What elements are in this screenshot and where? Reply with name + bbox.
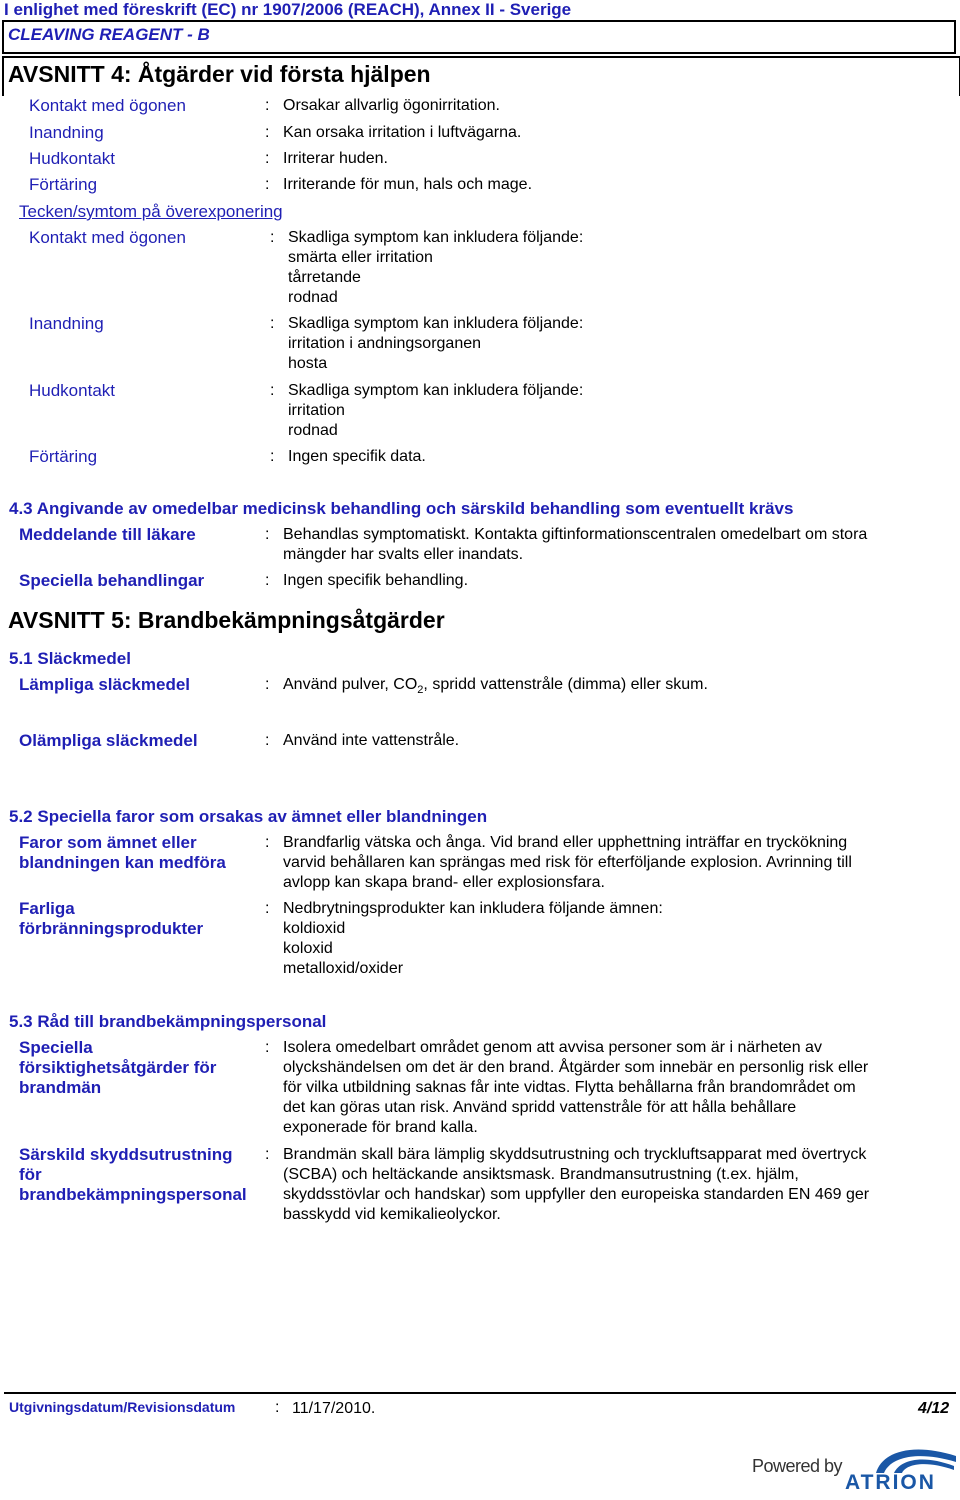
unsuitable-media-label: Olämpliga släckmedel: [19, 731, 198, 750]
text-line: metalloxid/oxider: [283, 960, 404, 977]
suitable-media-value: [283, 675, 708, 700]
label-line: Särskild skyddsutrustning: [19, 1145, 233, 1164]
colon: :: [270, 229, 275, 246]
symptoms-inhalation-label: Inandning: [29, 314, 104, 333]
regulation-title: I enlighet med föreskrift (EC) nr 1907/2006 (REACH), Annex II - Sverige: [4, 0, 572, 19]
text-line: det kan göras utan risk. Använd spridd vattenstråle för att hålla behållare: [283, 1099, 797, 1116]
symptoms-inhalation-value: [288, 314, 583, 374]
colon: :: [270, 382, 275, 399]
atrion-arc-icon: [872, 1440, 958, 1474]
text-line: skyddsstövlar och handskar) som uppfyller den europeiska standarden EN 469 ger: [283, 1186, 870, 1203]
symptoms-eyes-label: Kontakt med ögonen: [29, 228, 186, 247]
first-aid-ingestion-value: Irriterande för mun, hals och mage.: [283, 176, 533, 193]
first-aid-eyes-value: Orsakar allvarlig ögonirritation.: [283, 97, 500, 114]
colon: :: [270, 448, 275, 465]
text-line: Brandmän skall bära lämplig skyddsutrustning och tryckluftsapparat med övertryck: [283, 1146, 867, 1163]
colon: :: [275, 1399, 280, 1416]
text-part: Använd pulver, CO: [283, 676, 418, 693]
colon: :: [265, 834, 270, 851]
first-aid-ingestion-label: Förtäring: [29, 175, 98, 194]
symptoms-skin-label: Hudkontakt: [29, 381, 115, 400]
footer-date-label: Utgivningsdatum/Revisionsdatum: [9, 1399, 236, 1415]
protective-equipment-value: [283, 1145, 869, 1225]
colon: :: [265, 526, 270, 543]
colon: :: [265, 676, 270, 693]
footer-divider: [4, 1392, 956, 1394]
subsection-5-2-title: 5.2 Speciella faror som orsakas av ämnet eller blandningen: [9, 807, 488, 826]
label-line: blandningen kan medföra: [19, 853, 226, 872]
colon: :: [265, 124, 270, 141]
subsection-5-3-title: 5.3 Råd till brandbekämpningspersonal: [9, 1012, 327, 1031]
footer-date: 11/17/2010.: [292, 1400, 376, 1417]
symptom-line: smärta eller irritation: [288, 249, 433, 266]
page-number: 4/12: [918, 1400, 950, 1417]
colon: :: [265, 732, 270, 749]
section5-title: AVSNITT 5: Brandbekämpningsåtgärder: [8, 607, 445, 633]
label-line: för: [19, 1165, 42, 1184]
label-line: brandbekämpningspersonal: [19, 1185, 247, 1204]
combustion-products-label: [19, 899, 203, 939]
symptoms-eyes-value: [288, 228, 583, 308]
text-line: koldioxid: [283, 920, 346, 937]
label-line: Speciella: [19, 1038, 93, 1057]
symptoms-ingestion-label: Förtäring: [29, 447, 98, 466]
suitable-media-label: Lämpliga släckmedel: [19, 675, 191, 694]
note-to-physician-value: [283, 525, 867, 565]
symptom-line: irritation i andningsorganen: [288, 335, 482, 352]
text-line: Behandlas symptomatiskt. Kontakta giftinformationscentralen omedelbart om stora: [283, 526, 868, 543]
colon: :: [270, 315, 275, 332]
subsection-5-1-title: 5.1 Släckmedel: [9, 649, 131, 668]
symptoms-heading: Tecken/symtom på överexponering: [19, 202, 283, 221]
label-line: Faror som ämnet eller: [19, 833, 197, 852]
subsection-4-3-title: 4.3 Angivande av omedelbar medicinsk behandling och särskild behandling som eventuellt krävs: [9, 499, 794, 518]
first-aid-eyes-label: Kontakt med ögonen: [29, 96, 186, 115]
text-line: exponerade för brand kalla.: [283, 1119, 478, 1136]
symptom-line: Skadliga symptom kan inkludera följande:: [288, 382, 584, 399]
colon: :: [265, 572, 270, 589]
symptom-line: tårretande: [288, 269, 361, 286]
hazards-value: [283, 833, 852, 893]
first-aid-inhalation-label: Inandning: [29, 123, 104, 142]
unsuitable-media-value: Använd inte vattenstråle.: [283, 732, 460, 749]
label-line: brandmän: [19, 1078, 102, 1097]
symptom-line: rodnad: [288, 289, 338, 306]
atrion-logo: [752, 1440, 958, 1496]
protective-equipment-label: [19, 1145, 247, 1205]
text-line: för vilka utbildning saknas får inte vidtas. Flytta behållarna från brandområdet om: [283, 1079, 856, 1096]
colon: :: [265, 1146, 270, 1163]
colon: :: [265, 1039, 270, 1056]
combustion-products-value: [283, 899, 663, 979]
text-line: Isolera omedelbart området genom att avvisa personer som är i närheten av: [283, 1039, 822, 1056]
symptom-line: rodnad: [288, 422, 338, 439]
symptom-line: Skadliga symptom kan inkludera följande:: [288, 315, 584, 332]
first-aid-inhalation-value: Kan orsaka irritation i luftvägarna.: [283, 124, 522, 141]
note-to-physician-label: Meddelande till läkare: [19, 525, 196, 544]
specific-treatments-label: Speciella behandlingar: [19, 571, 205, 590]
label-line: försiktighetsåtgärder för: [19, 1058, 217, 1077]
text-line: (SCBA) och heltäckande ansiktsmask. Brandmansutrustning (t.ex. hjälm,: [283, 1166, 799, 1183]
firefighter-precautions-label: [19, 1038, 216, 1098]
label-line: Farliga: [19, 899, 75, 918]
firefighter-precautions-value: [283, 1038, 868, 1138]
symptoms-ingestion-value: Ingen specifik data.: [288, 448, 426, 465]
label-line: förbränningsprodukter: [19, 919, 204, 938]
text-line: olyckshändelsen om det är den brand. Åtgärder som innebär en personlig risk eller: [283, 1059, 869, 1076]
symptom-line: Skadliga symptom kan inkludera följande:: [288, 229, 584, 246]
colon: :: [265, 900, 270, 917]
first-aid-skin-label: Hudkontakt: [29, 149, 115, 168]
symptoms-skin-value: [288, 381, 583, 441]
text-line: Brandfarlig vätska och ånga. Vid brand eller upphettning inträffar en tryckökning: [283, 834, 848, 851]
symptom-line: hosta: [288, 355, 328, 372]
product-name: CLEAVING REAGENT - B: [8, 25, 210, 44]
text-part: , spridd vattenstråle (dimma) eller skum.: [423, 676, 708, 693]
text-line: varvid behållaren kan sprängas med risk för efterföljande explosion. Avrinning till: [283, 854, 852, 871]
hazards-label: [19, 833, 226, 873]
text-line: mängder har svalts eller inandats.: [283, 546, 524, 563]
text-line: avlopp kan skapa brand- eller explosionsfara.: [283, 874, 605, 891]
text-line: Nedbrytningsprodukter kan inkludera följande ämnen:: [283, 900, 663, 917]
colon: :: [265, 97, 270, 114]
text-line: basskydd vid kemikalieolyckor.: [283, 1206, 501, 1223]
first-aid-skin-value: Irriterar huden.: [283, 150, 388, 167]
text-line: koloxid: [283, 940, 333, 957]
symptom-line: irritation: [288, 402, 345, 419]
section4-title: AVSNITT 4: Åtgärder vid första hjälpen: [8, 61, 431, 87]
powered-by-text: Powered by: [752, 1456, 843, 1476]
subscript: 2: [417, 684, 424, 697]
colon: :: [265, 176, 270, 193]
colon: :: [265, 150, 270, 167]
specific-treatments-value: Ingen specifik behandling.: [283, 572, 469, 589]
atrion-brand-text: ATRION: [845, 1471, 936, 1494]
